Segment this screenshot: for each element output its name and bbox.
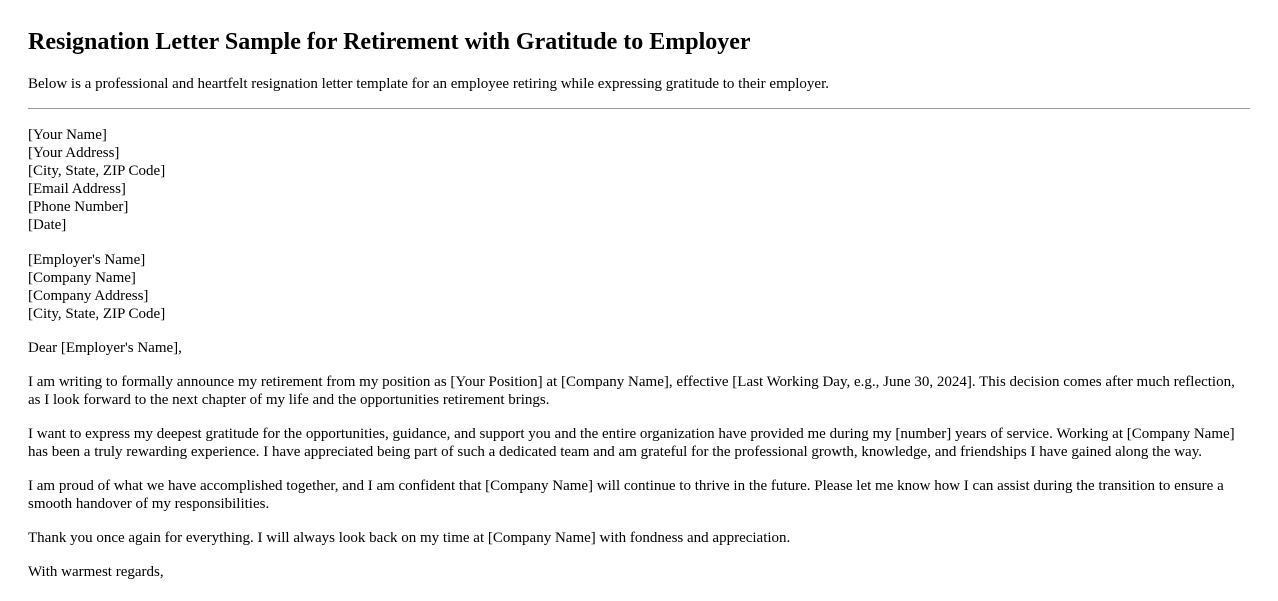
body-paragraph: I want to express my deepest gratitude for the opportunities, guidance, and support you and the entire organization have provided me during my [number] years of service. Working at [Company Name] has been a truly rewarding experience. I have appreciated being part of such a dedicated team and am grateful for the professional growth, knowledge, and friendships I have gained along the way.	[28, 426, 1235, 460]
salutation: Dear [Employer's Name],	[28, 340, 182, 356]
intro-text: Below is a professional and heartfelt resignation letter template for an employee retiring while expressing gratitude to their employer.	[28, 76, 829, 92]
employer-name: [Employer's Name]	[28, 252, 146, 268]
sender-phone: [Phone Number]	[28, 199, 129, 215]
letter-date: [Date]	[28, 217, 67, 233]
recipient-address-block	[28, 251, 1250, 323]
body-paragraph: Thank you once again for everything. I will always look back on my time at [Company Name] with fondness and appreciation.	[28, 530, 791, 546]
closing: With warmest regards,	[28, 564, 164, 580]
company-city-state-zip: [City, State, ZIP Code]	[28, 306, 166, 322]
sender-address-block	[28, 126, 1250, 234]
sender-name: [Your Name]	[28, 127, 107, 143]
body-paragraph: I am writing to formally announce my retirement from my position as [Your Position] at [Company Name], effective [Last Working Day, e.g., June 30, 2024]. This decision comes after much reflection, as I look forward to the next chapter of my life and the opportunities retirement brings.	[28, 374, 1235, 408]
body-paragraph: I am proud of what we have accomplished together, and I am confident that [Company Name] will continue to thrive in the future. Please let me know how I can assist during the transition to ensure a smooth handover of my responsibilities.	[28, 478, 1224, 512]
company-name: [Company Name]	[28, 270, 136, 286]
sender-city-state-zip: [City, State, ZIP Code]	[28, 163, 166, 179]
sender-email: [Email Address]	[28, 181, 126, 197]
company-address: [Company Address]	[28, 288, 149, 304]
page-title: Resignation Letter Sample for Retirement with Gratitude to Employer	[28, 29, 751, 55]
divider	[28, 108, 1250, 109]
sender-address: [Your Address]	[28, 145, 120, 161]
